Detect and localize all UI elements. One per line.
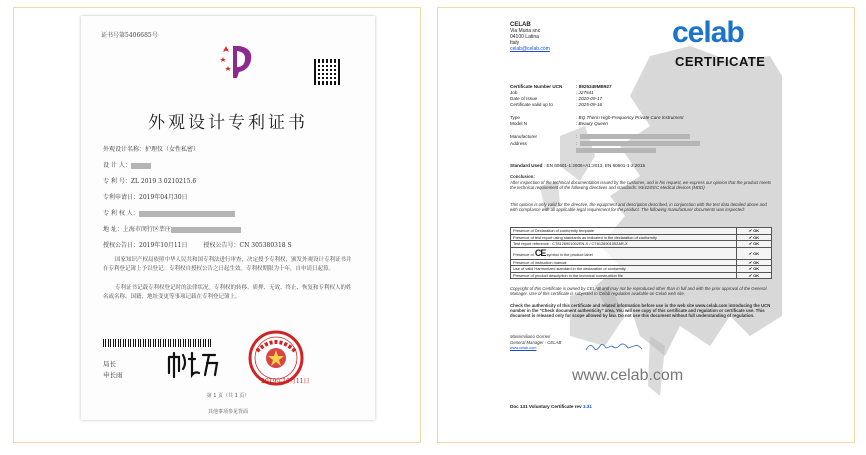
design-name-field: 外观设计名称：护理仪（女性私密）: [103, 146, 200, 153]
redacted-block: [131, 163, 151, 169]
redacted-block: [580, 134, 690, 139]
table-row: Presence of product description in the technical construction file ✔ OK: [511, 272, 772, 279]
table-row: Test report reference : CT8126901002EN-X / CT8126901002AR-X ✔ OK: [511, 241, 772, 248]
grant-date-field: 授权公告日：2019年10月11日 授权公告号：CN 305380318 S: [103, 242, 292, 249]
meta-row: Certificate valid up to : 2025-09-16: [510, 102, 603, 107]
ce-mark-icon: CE: [534, 248, 546, 258]
europe-map-background-icon: [500, 16, 782, 416]
certificate-body-paragraph-2: 专利证书记载专利权登记时的法律状况。专利权的转移、质押、无效、终止、恢复和专利权人的姓名或名称、国籍、地址变更等事项记载在专利登记簿上。: [103, 285, 352, 300]
document-footer: Doc 131 Voluntary Certificate rev 3.31: [510, 404, 592, 409]
seal-date: 2019年10月11日: [261, 378, 310, 385]
meta-row: Type : BQ Therm High-Frequency Private Care Instrument: [510, 115, 684, 120]
standard-row: Standard Used : EN 60601-1:2006+A1:2013, EN 60601-1-2:2015: [510, 163, 646, 168]
certificate-footer: 其他事项参见背面: [207, 409, 248, 415]
patentee-field: 专 利 权 人：: [103, 208, 235, 217]
barcode: [103, 339, 211, 347]
meta-row: Date of Issue : 2020-09-17: [510, 96, 603, 101]
meta-row: Job : J27541: [510, 90, 594, 95]
certificate-heading: CERTIFICATE: [675, 54, 766, 69]
redacted-block: [576, 148, 656, 153]
validity-note: This opinion is only valid for the directive, the equipment and description described, in conjunction with the test data detailed above and with compliance with all applicable legal requirement for the product. The following manufacturer documents was inspected:: [510, 202, 767, 213]
address-field: 地 址：上海市闵行区莘庄: [103, 224, 241, 233]
manager-signature-icon: [584, 340, 644, 354]
signer-name: Massimiliano Gorrieri: [510, 334, 551, 339]
redacted-block: [580, 141, 700, 146]
inspection-checklist: [510, 227, 772, 279]
patent-number-field: 专 利 号：ZL 2019 3 0210215.6: [103, 178, 197, 185]
right-certificate-panel: [437, 7, 855, 443]
email-link[interactable]: celab@celab.com: [510, 46, 550, 52]
patent-office-emblem-icon: [217, 42, 257, 82]
meta-row: [576, 148, 656, 153]
patent-certificate-document: [81, 16, 375, 420]
director-subtitle: 申长雨: [103, 371, 123, 379]
authenticity-check-text: Check the authenticity of this certificate and related information before use in the web site www.celab.com introducing the UCN number in the "Check document authenticity" area. You will see copy of this certificate and regulation or certificate use. This document is released only for scope allowed by law. Do not use this document without full understanding of regulation.: [510, 303, 771, 319]
director-title: 局长: [103, 360, 116, 368]
table-row: Presence of instruction manual ✔ OK: [511, 259, 772, 266]
qr-code: [314, 59, 340, 85]
designer-field: 设 计 人：: [103, 160, 151, 169]
conclusion-text: After inspection of the technical documentation issued by the customer, and in his request, we express our opinion that the product meets the technical requirement of the following directives and standards: 93/42/EEC Medical devices (MDD): [510, 180, 772, 191]
meta-row: Manufacturer :: [510, 134, 690, 139]
signer-website-link[interactable]: www.celab.com: [510, 346, 537, 350]
left-certificate-panel: [13, 7, 421, 443]
table-row: Use of valid Harmonized standard in the declaration of conformity ✔ OK: [511, 266, 772, 273]
signer-title: General Manager - CELAB: [510, 340, 562, 345]
issuer-address: CELAB Via Muria snc 04100 Latina Italy celab@celab.com: [510, 22, 550, 52]
conclusion-heading: Conclusion:: [510, 174, 535, 179]
celab-certificate-document: [500, 16, 782, 416]
copyright-notice: Copyright of this Certificate is owned by CELAB and may not be reproduced other than in full and with the prior approval of the General Manager. Use of this certificate is subjected to Celab regulation available on Celab web site.: [510, 286, 767, 297]
celab-logo: celab: [672, 16, 744, 49]
table-row: Presence of test report using standards as indicated in the declaration of conformity ✔ OK: [511, 234, 772, 241]
page-indicator: 第 1 页（共 1 页）: [206, 393, 250, 399]
application-date-field: 专利申请日：2019年04月30日: [103, 194, 188, 201]
meta-row: Address :: [510, 141, 700, 146]
table-row: Presence of Declaration of conformity template ✔ OK: [511, 228, 772, 235]
certificate-body-paragraph-1: 国家知识产权局依照中华人民共和国专利法进行审查，决定授予专利权，颁发外观设计专利证书并在专利登记簿上予以登记。专利权自授权公告之日起生效。专利权期限为十年，自申请日起算。: [103, 257, 352, 272]
meta-row: Certificate Number UCN : 8925349MB927: [510, 84, 612, 89]
certificate-title: 外观设计专利证书: [148, 113, 308, 133]
handwritten-signature-icon: [165, 349, 221, 379]
certificate-number: 证书号第5406685号: [101, 32, 158, 39]
meta-row: Model N : Beauty Queen: [510, 121, 608, 126]
redacted-block: [171, 227, 241, 233]
redacted-block: [139, 211, 235, 217]
table-row: Presence of CE symbol in the product label ✔ OK: [511, 247, 772, 259]
website-watermark: www.celab.com: [572, 367, 684, 384]
